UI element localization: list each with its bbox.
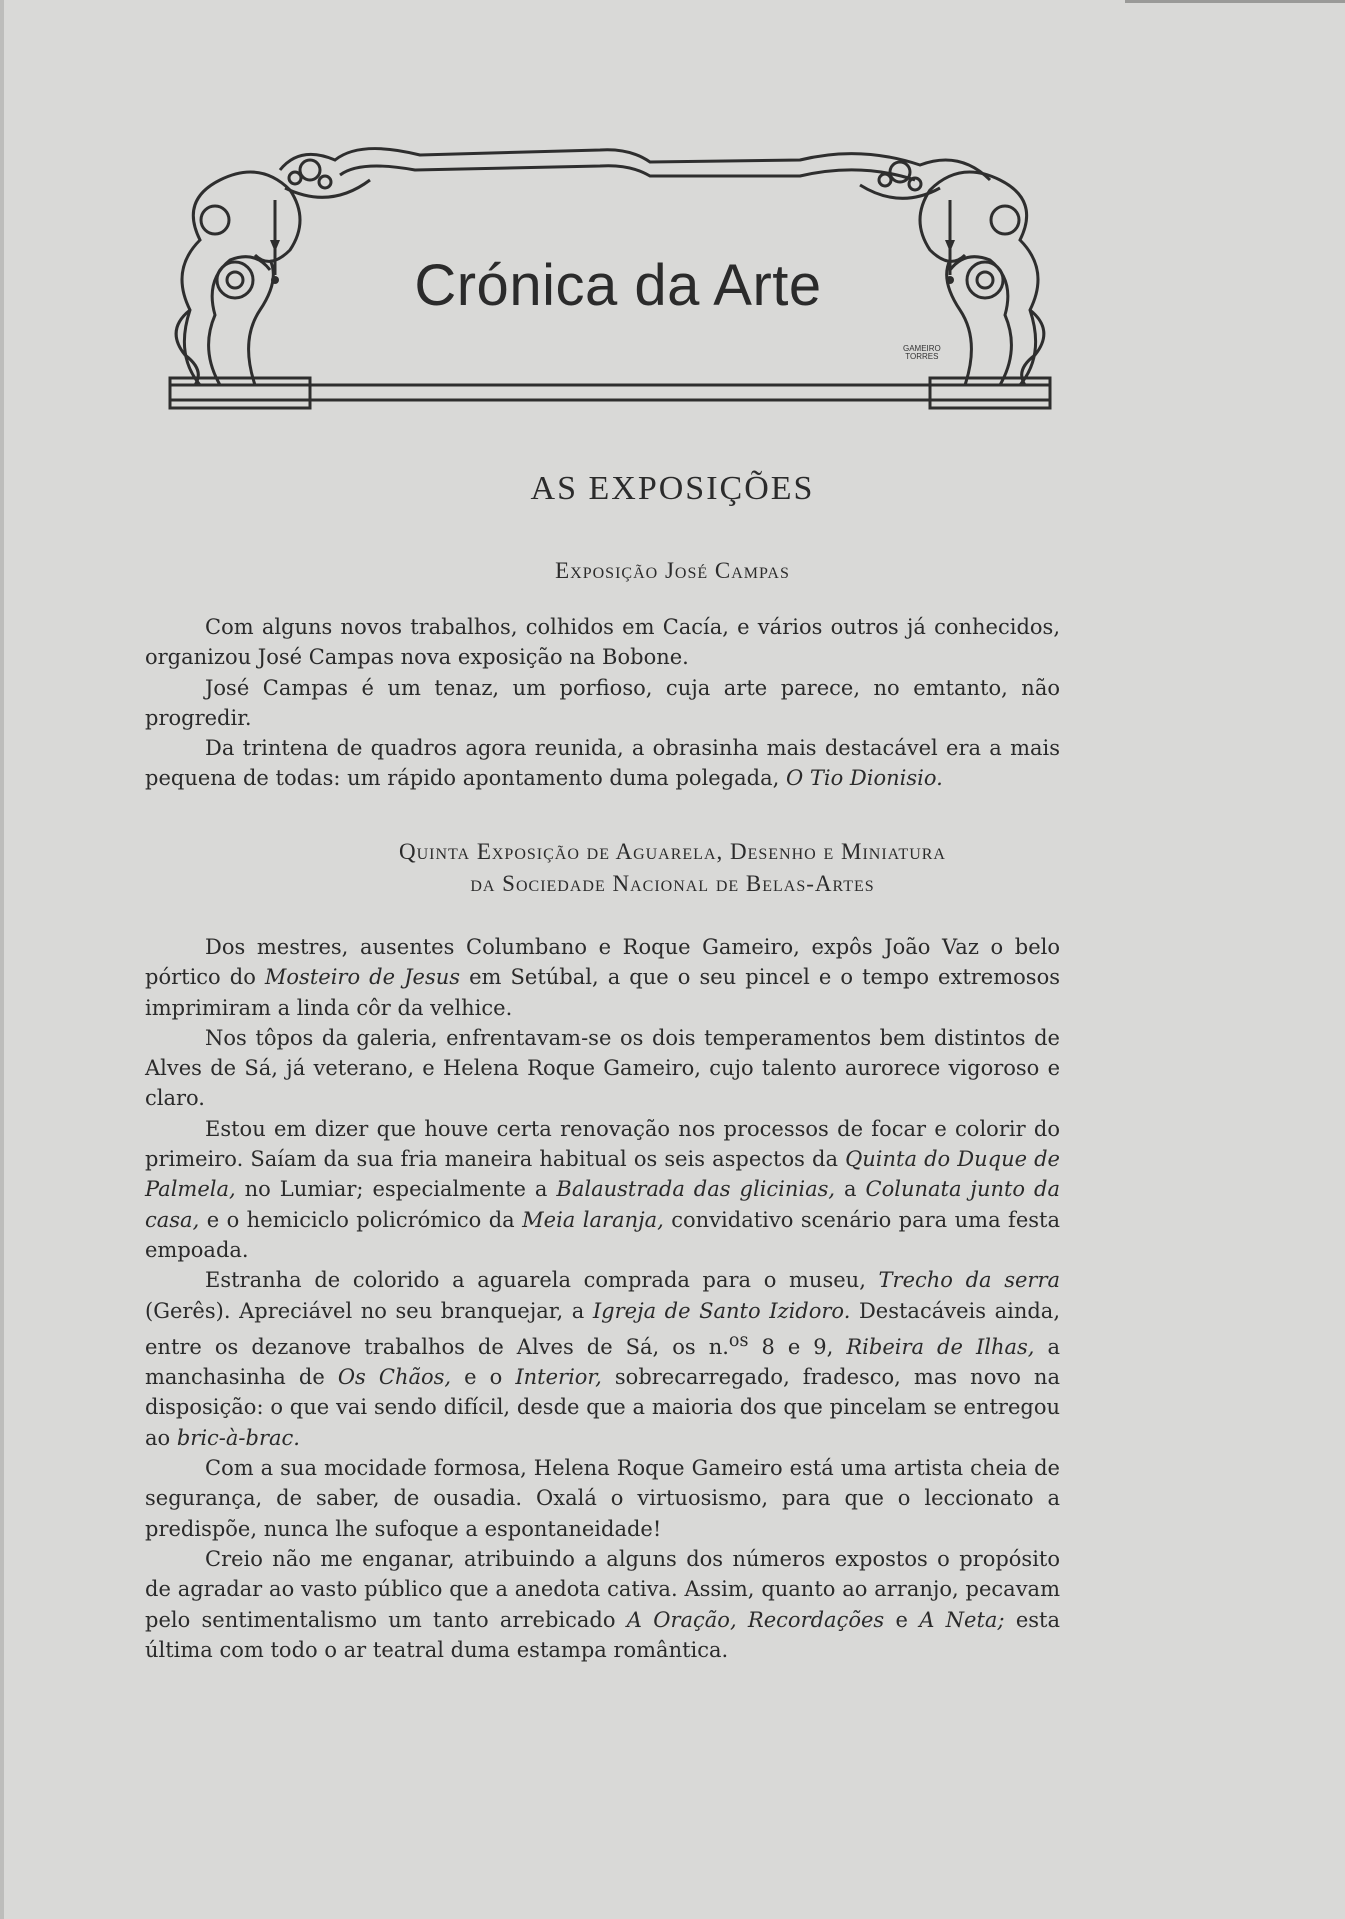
page-top-strip [1125,0,1345,3]
paragraph: Estou em dizer que houve certa renovação nos processos de focar e colorir do primeiro. Saíam da sua fria maneira habitual os seis aspectos da Quinta do Duque de Palmela, no Lumiar; especialmente a Balaustrada das glicinias, a Colunata junto da casa, e o hemiciclo policrómico da Meia laranja, convidativo scenário para uma festa empoada. [145,1116,1060,1262]
page-header-title: Crónica da Arte [414,253,822,318]
exhibition-2-heading-line1: Quinta Exposição de Aguarela, Desenho e Miniatura [398,839,946,864]
paragraph: Da trintena de quadros agora reunida, a obrasinha mais destacável era a mais pequena de todas: um rápido apontamento duma polegada, O Tio Dionisio. [145,736,1060,791]
exhibition-2-heading [0,836,1345,900]
exhibition-2-heading-line2: da Sociedade Nacional de Belas-Artes [470,871,875,896]
section-title: AS EXPOSIÇÕES [530,470,815,507]
exhibition-1-heading: Exposição José Campas [555,558,790,583]
paragraph: Dos mestres, ausentes Columbano e Roque Gameiro, expôs João Vaz o belo pórtico do Mosteiro de Jesus em Setúbal, a que o seu pincel e o tempo extremosos imprimiram a linda côr da velhice. [145,935,1060,1020]
paragraph: Nos tôpos da galeria, enfrentavam-se os dois temperamentos bem distintos de Alves de Sá, já veterano, e Helena Roque Gameiro, cujo talento aurorece vigoroso e claro. [145,1025,1060,1111]
artist-signature: GAMEIRO TORRES [903,344,941,361]
exhibition-2-body [145,932,1060,1665]
paragraph: José Campas é um tenaz, um porfioso, cuja arte parece, no emtanto, não progredir. [145,675,1060,730]
page-edge [0,0,4,1919]
paragraph: Com alguns novos trabalhos, colhidos em Cacía, e vários outros já conhecidos, organizou José Campas nova exposição na Bobone. [145,615,1060,670]
exhibition-1-body [145,612,1060,794]
paragraph: Com a sua mocidade formosa, Helena Roque Gameiro está uma artista cheia de segurança, de saber, de ousadia. Oxalá o virtuosismo, para que o leccionato a predispõe, nunca lhe sufoque a espontaneidade! [145,1456,1060,1541]
header-ornament [160,140,1060,440]
paragraph: Estranha de colorido a aguarela comprada para o museu, Trecho da serra (Gerês). Apreciável no seu branquejar, a Igreja de Santo Izidoro. Destacáveis ainda, entre os dezanove trabalhos de Alves de Sá, os n.$^{os}$ 8 e 9, Ribeira de Ilhas, a manchasinha de Os Chãos, e o Interior, sobrecarregado, fradesco, mas novo na disposição: o que vai sendo difícil, desde que a maioria dos que pincelam se entregou ao bric-à-brac. [145,1268,1061,1450]
paragraph: Creio não me enganar, atribuindo a alguns dos números expostos o propósito de agradar ao vasto público que a anedota cativa. Assim, quanto ao arranjo, pecavam pelo sentimentalismo um tanto arrebicado A Oração, Recordações e A Neta; esta última com todo o ar teatral duma estampa romântica. [145,1546,1060,1662]
